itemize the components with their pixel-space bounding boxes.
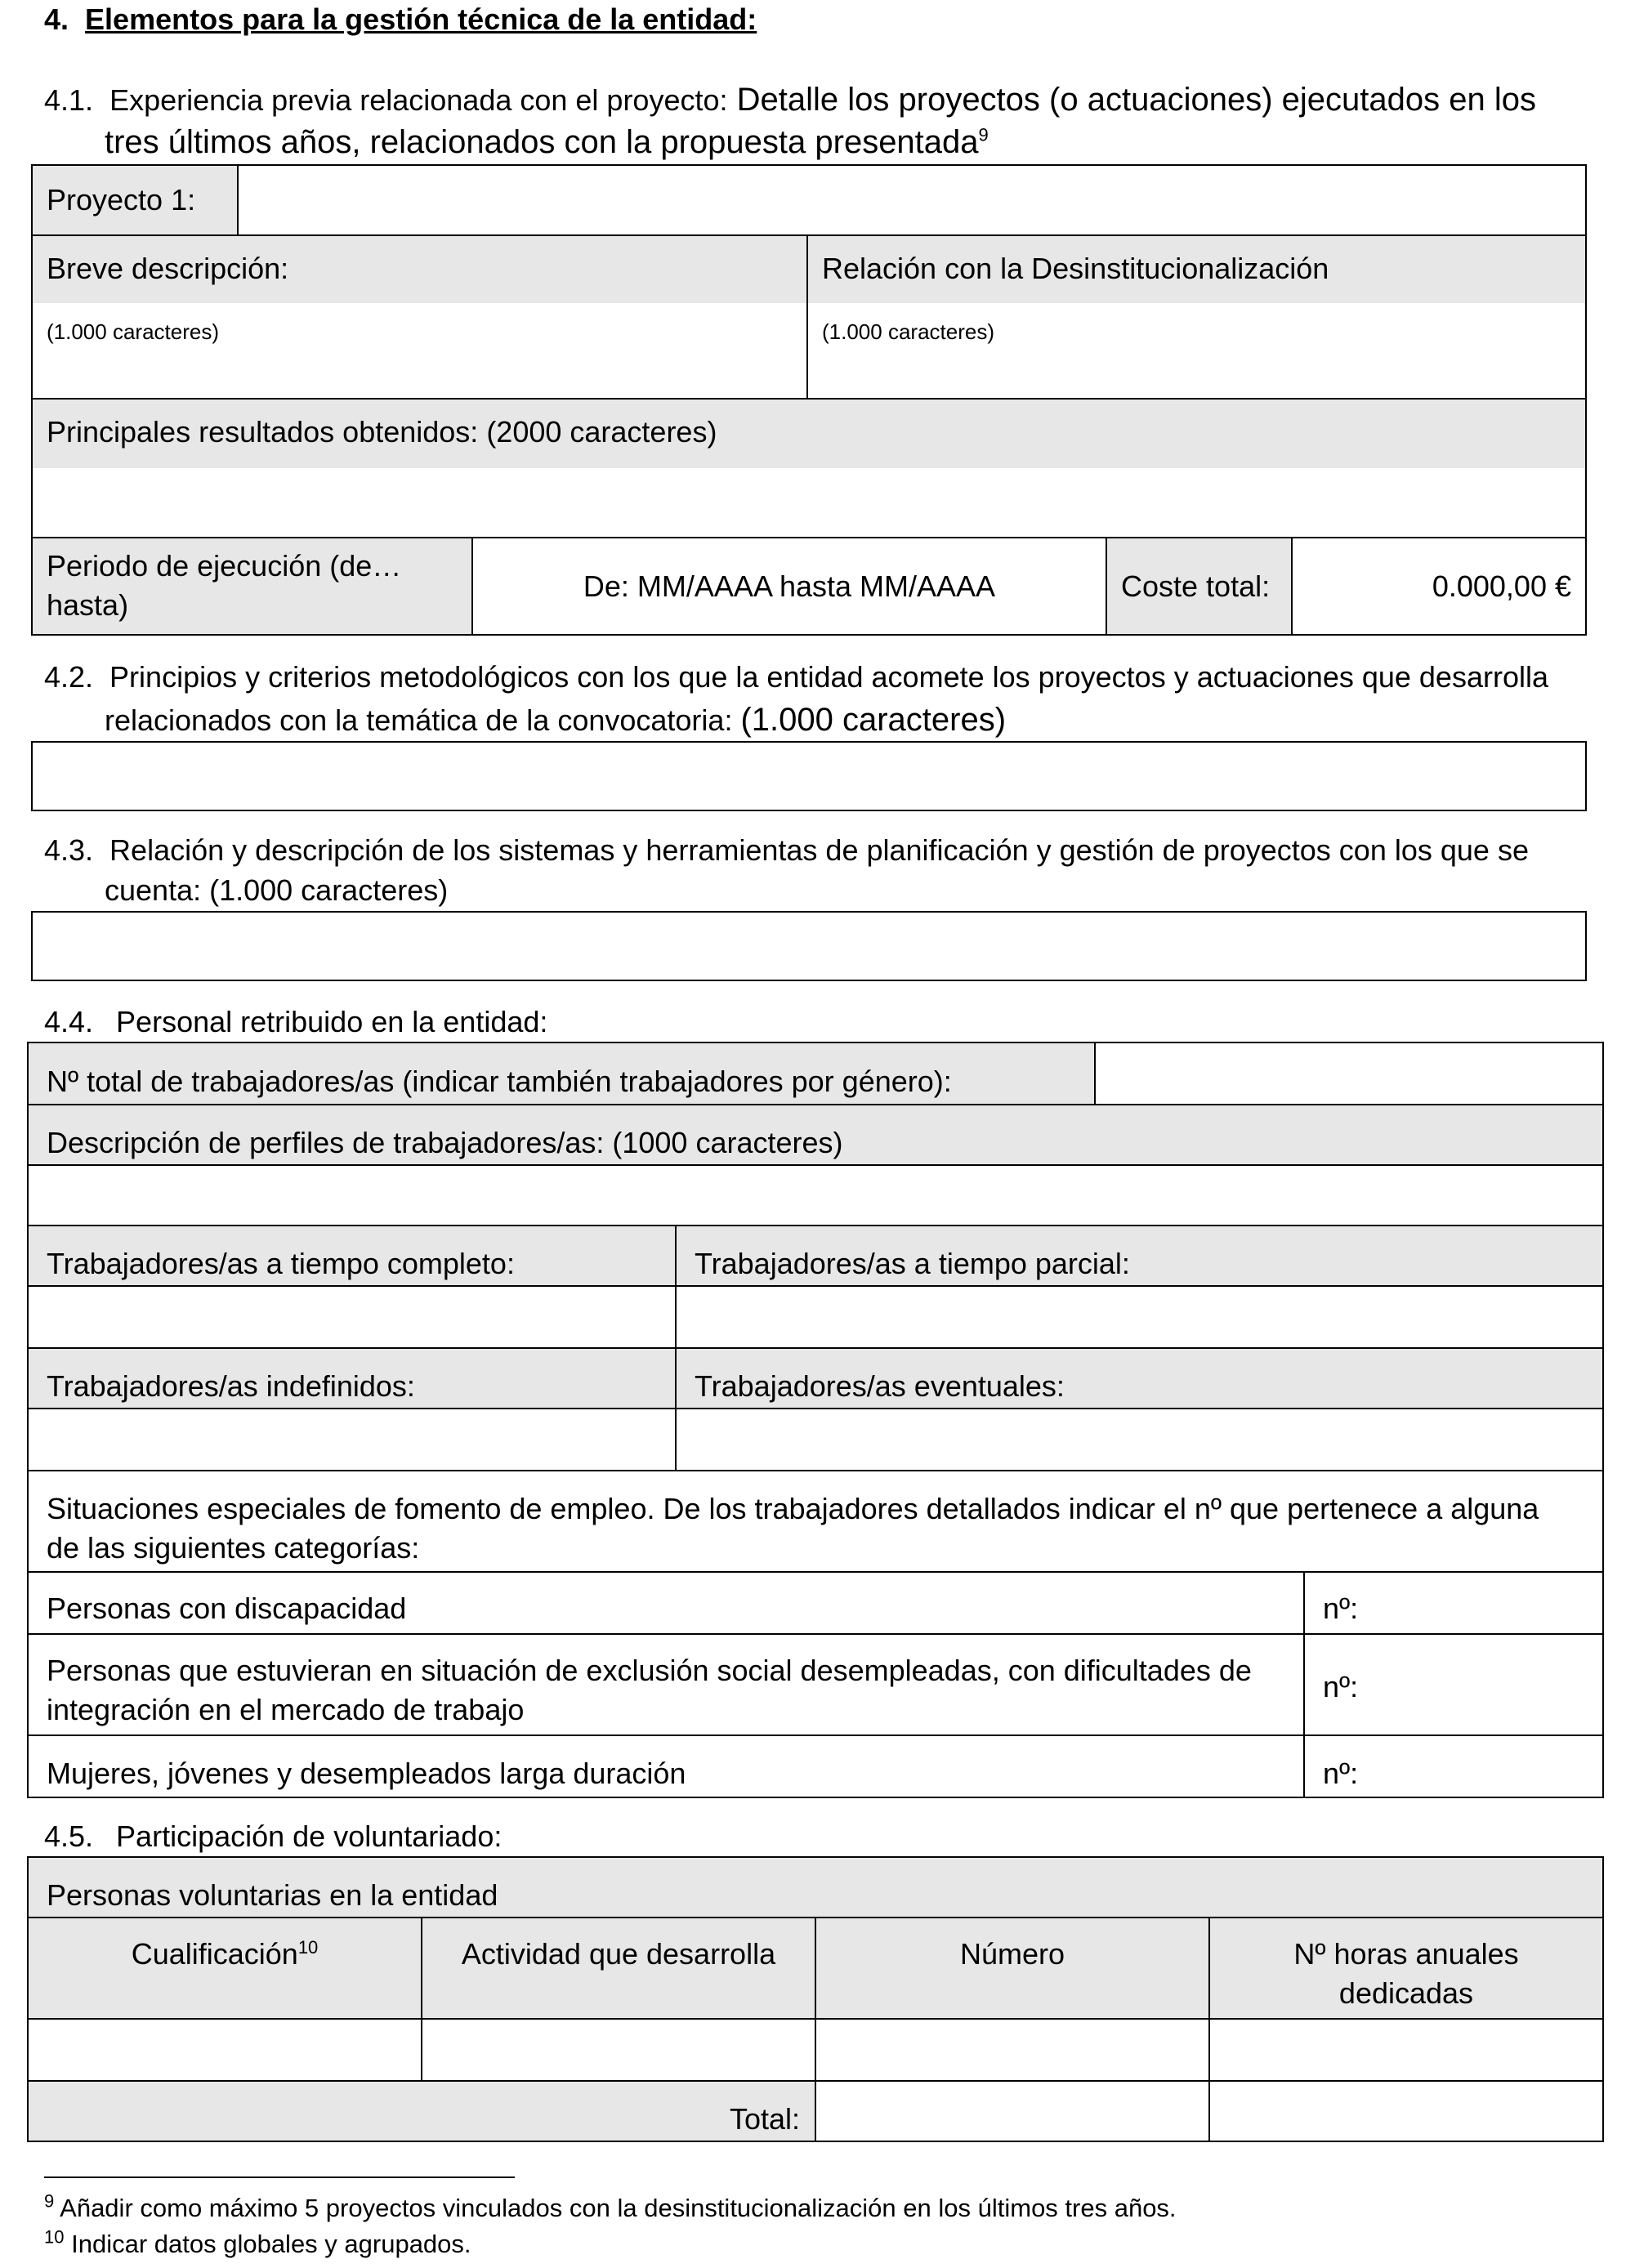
eventuales-label: Trabajadores/as eventuales:: [677, 1349, 1602, 1408]
s44-heading: 4.4. Personal retribuido en la entidad:: [44, 1005, 548, 1038]
perfiles-label: Descripción de perfiles de trabajadores/as: (1000 caracteres): [29, 1105, 1602, 1164]
vol-cualificacion-input[interactable]: [29, 2020, 421, 2080]
s42-input[interactable]: [31, 741, 1587, 811]
s43-heading: 4.3. Relación y descripción de los sistemas y herramientas de planificación y gestión de proyectos con los que se: [44, 833, 1529, 867]
s43-heading-line2: cuenta: (1.000 caracteres): [105, 873, 449, 907]
vol-total-horas[interactable]: [1210, 2082, 1602, 2141]
s43-input[interactable]: [31, 911, 1587, 981]
indefinidos-label: Trabajadores/as indefinidos:: [29, 1349, 675, 1408]
footnote-9: $^9$ Añadir como máximo 5 proyectos vinculados con la desinstitucionalización en los últimos tres años.: [44, 2190, 1177, 2222]
footnote-separator: [44, 2176, 515, 2178]
voluntarias-label: Personas voluntarias en la entidad: [29, 1858, 1602, 1917]
s42-heading-line2: relacionados con la temática de la convocatoria: (1.000 caracteres): [105, 702, 1007, 738]
s45-table: [27, 1856, 1604, 2142]
coste-label: Coste total:: [1107, 538, 1291, 634]
indefinidos-input[interactable]: [29, 1409, 675, 1470]
vol-total-numero[interactable]: [816, 2082, 1208, 2141]
vol-total-label: Total:: [29, 2082, 815, 2141]
completo-label: Trabajadores/as a tiempo completo:: [29, 1226, 675, 1285]
relacion-label: Relación con la Desinstitucionalización: [808, 236, 1585, 303]
eventuales-input[interactable]: [677, 1409, 1602, 1470]
proyecto-label: Proyecto 1:: [33, 166, 239, 234]
parcial-label: Trabajadores/as a tiempo parcial:: [677, 1226, 1602, 1285]
perfiles-input[interactable]: [29, 1166, 1602, 1225]
footnote-10: $^{10}$ Indicar datos globales y agrupados.: [44, 2226, 471, 2258]
coste-input[interactable]: 0.000,00 €: [1432, 569, 1571, 603]
s41-heading-line2: tres últimos años, relacionados con la propuesta presentada$^9$: [105, 124, 989, 160]
breve-descripcion-label: Breve descripción:: [33, 236, 806, 303]
relacion-input[interactable]: (1.000 caracteres): [822, 319, 994, 344]
resultados-input[interactable]: [33, 468, 1585, 537]
breve-descripcion-input[interactable]: (1.000 caracteres): [47, 319, 219, 344]
especiales-text: Situaciones especiales de fomento de empleo. De los trabajadores detallados indicar el nº que pertenece a alguna de las siguientes categorías:: [47, 1492, 1539, 1565]
cat-mujeres-n[interactable]: nº:: [1323, 1757, 1359, 1790]
cat-discapacidad-n[interactable]: nº:: [1323, 1592, 1359, 1625]
col-horas: Nº horas anuales dedicadas: [1210, 1918, 1602, 2018]
vol-horas-input[interactable]: [1210, 2020, 1602, 2080]
col-actividad: Actividad que desarrolla: [422, 1918, 815, 2018]
section-title: Elementos para la gestión técnica de la entidad:: [85, 2, 757, 36]
proyecto-input[interactable]: [239, 166, 1585, 234]
cat-exclusion-n[interactable]: nº:: [1323, 1670, 1359, 1703]
s44-table: [27, 1042, 1604, 1798]
total-trabajadores-input[interactable]: [1096, 1043, 1602, 1104]
s41-table: [31, 164, 1587, 636]
cat-exclusion: Personas que estuvieran en situación de exclusión social desempleadas, con dificultades de integración en el mercado de trabajo: [47, 1654, 1252, 1726]
vol-numero-input[interactable]: [816, 2020, 1208, 2080]
col-numero: Número: [816, 1918, 1208, 2018]
resultados-label: Principales resultados obtenidos: (2000 caracteres): [33, 400, 1585, 468]
vol-actividad-input[interactable]: [422, 2020, 815, 2080]
parcial-input[interactable]: [677, 1287, 1602, 1347]
s45-heading: 4.5. Participación de voluntariado:: [44, 1819, 503, 1853]
periodo-label: Periodo de ejecución (de… hasta): [33, 538, 471, 634]
cat-mujeres: Mujeres, jóvenes y desempleados larga duración: [47, 1757, 686, 1790]
s41-heading: 4.1. Experiencia previa relacionada con el proyecto: Detalle los proyectos (o actuaciones) ejecutados en los: [44, 82, 1536, 118]
completo-input[interactable]: [29, 1287, 675, 1347]
section-number: 4.: [44, 2, 69, 36]
periodo-fechas[interactable]: De: MM/AAAA hasta MM/AAAA: [583, 569, 996, 603]
cat-discapacidad: Personas con discapacidad: [47, 1592, 407, 1625]
section-heading: [44, 0, 757, 39]
total-trabajadores-label: Nº total de trabajadores/as (indicar también trabajadores por género):: [29, 1043, 1094, 1104]
s42-heading: 4.2. Principios y criterios metodológicos con los que la entidad acomete los proyectos y actuaciones que desarrolla: [44, 660, 1548, 694]
col-cualificacion: Cualificación$^{10}$: [29, 1918, 421, 2018]
